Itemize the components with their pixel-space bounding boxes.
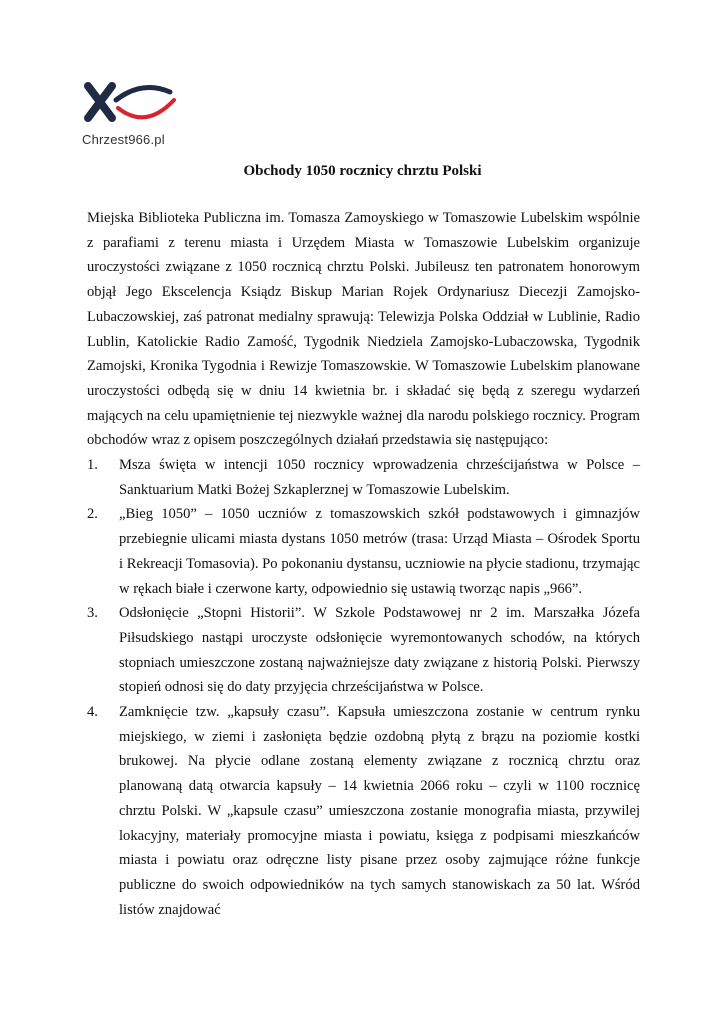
- list-item: [87, 453, 640, 502]
- list-item: [87, 700, 640, 922]
- list-item-number: 2.: [87, 506, 98, 523]
- list-item: [87, 601, 640, 700]
- logo-mark-icon: [82, 78, 182, 128]
- list-item-text: Zamknięcie tzw. „kapsuły czasu”. Kapsuła umieszczona zostanie w centrum rynku miejskiego, w ziemi i zasłonięta będzie ozdobną płytą z brązu na poziomie kostki brukowej. Na płycie odlane zostaną elementy związane z rocznicą chrztu oraz planowaną datą otwarcia kapsuły – 14 kwietnia 2066 roku – czyli w 1100 rocznicę chrztu Polski. W „kapsule czasu” umieszczona zostanie monografia miasta, przywilej lokacyjny, materiały promocyjne miasta i powiatu, księga z podpisami mieszkańców miasta i powiatu oraz odręczne listy pisane przez osoby zajmujące różne funkcje publiczne do swoich odpowiedników na tych samych stanowiskach za 50 lat. Wśród listów znajdować: [119, 704, 640, 918]
- list-item-text: „Bieg 1050” – 1050 uczniów z tomaszowskich szkół podstawowych i gimnazjów przebiegnie ulicami miasta dystans 1050 metrów (trasa: Urząd Miasta – Ośrodek Sportu i Rekreacji Tomasovia). Po pokonaniu dystansu, uczniowie na płycie stadionu, trzymając w rękach białe i czerwone karty, odpowiednio się ustawią tworząc napis „966”.: [119, 506, 640, 597]
- document-title: Obchody 1050 rocznicy chrztu Polski: [243, 163, 482, 179]
- list-item-number: 3.: [87, 605, 98, 622]
- document-body: [87, 206, 640, 922]
- list-item-number: 1.: [87, 457, 98, 474]
- intro-paragraph: Miejska Biblioteka Publiczna im. Tomasza Zamoyskiego w Tomaszowie Lubelskim wspólnie z parafiami z terenu miasta i Urzędem Miasta w Tomaszowie Lubelskim organizuje uroczystości związane z 1050 rocznicą chrztu Polski. Jubileusz ten patronatem honorowym objął Jego Ekscelencja Ksiądz Biskup Marian Rojek Ordynariusz Diecezji Zamojsko-Lubaczowskiej, zaś patronat medialny sprawują: Telewizja Polska Oddział w Lublinie, Radio Lublin, Katolickie Radio Zamość, Tygodnik Niedziela Zamojsko-Lubaczowska, Tygodnik Zamojski, Kronika Tygodnia i Rewizje Tomaszowskie. W Tomaszowie Lubelskim planowane uroczystości odbędą się w dniu 14 kwietnia br. i składać się będą z szeregu wydarzeń mających na celu upamiętnienie tej niezwykle ważnej dla narodu polskiego rocznicy. Program obchodów wraz z opisem poszczególnych działań przedstawia się następująco:: [87, 210, 640, 449]
- list-item-text: Odsłonięcie „Stopni Historii”. W Szkole Podstawowej nr 2 im. Marszałka Józefa Piłsudskiego nastąpi uroczyste odsłonięcie wyremontowanych schodów, na których stopniach umieszczone zostaną najważniejsze daty związane z historią Polski. Pierwszy stopień odnosi się do daty przyjęcia chrześcijaństwa w Polsce.: [119, 605, 640, 696]
- list-item-text: Msza święta w intencji 1050 rocznicy wprowadzenia chrześcijaństwa w Polsce – Sanktuarium Matki Bożej Szkaplerznej w Tomaszowie Lubelskim.: [119, 457, 640, 498]
- list-item: [87, 502, 640, 601]
- list-item-number: 4.: [87, 704, 98, 721]
- program-list: [87, 453, 640, 922]
- logo-text: Chrzest966.pl: [82, 132, 165, 147]
